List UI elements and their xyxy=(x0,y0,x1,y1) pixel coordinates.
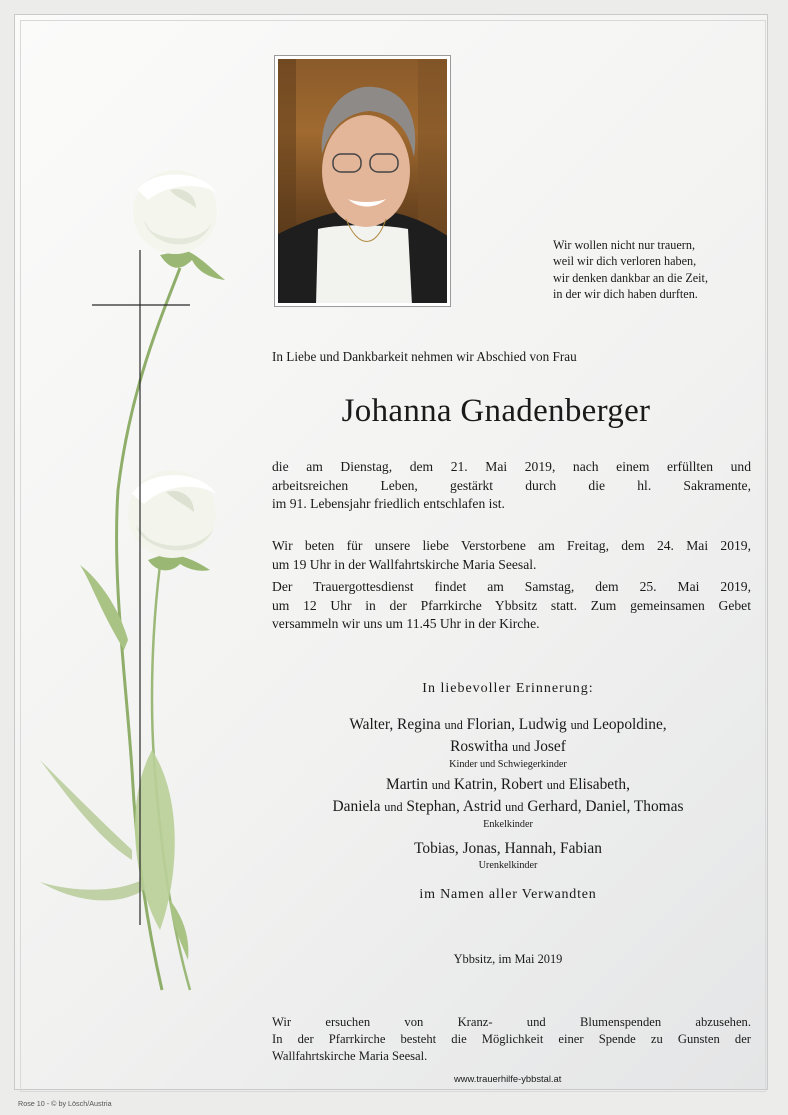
quote-line: in der wir dich haben durften. xyxy=(553,286,698,301)
grandchildren-line: Daniela und Stephan, Astrid und Gerhard, Daniel, Thomas xyxy=(332,798,684,815)
memory-heading: In liebevoller Erinnerung: xyxy=(422,681,594,696)
quote-line: weil wir dich verloren haben, xyxy=(553,254,697,269)
children-label: Kinder und Schwiegerkinder xyxy=(449,759,567,770)
children-line: Walter, Regina und Florian, Ludwig und Leopoldine, xyxy=(349,716,667,733)
rose-decoration xyxy=(20,160,250,1020)
service-line: Der Trauergottesdienst findet am Samstag, dem 25. Mai 2019, xyxy=(272,579,751,594)
relatives-text: im Namen aller Verwandten xyxy=(419,887,597,902)
deceased-name: Johanna Gnadenberger xyxy=(341,393,651,429)
service-notice xyxy=(272,578,751,634)
portrait-photo xyxy=(274,55,451,307)
grandchildren-label: Enkelkinder xyxy=(483,819,533,830)
credit-text: Rose 10 - © by Lösch/Austria xyxy=(18,1099,112,1108)
donation-notice xyxy=(272,1014,751,1065)
death-notice xyxy=(272,458,751,514)
prayer-line: um 19 Uhr in der Wallfahrtskirche Maria Seesal. xyxy=(272,556,537,572)
prayer-notice xyxy=(272,537,751,574)
children-line: Roswitha und Josef xyxy=(450,738,566,755)
death-notice-line: die am Dienstag, dem 21. Mai 2019, nach einem erfüllten und xyxy=(272,459,751,474)
donation-line: Wallfahrtskirche Maria Seesal. xyxy=(272,1049,428,1063)
death-notice-line: im 91. Lebensjahr friedlich entschlafen ist. xyxy=(272,496,505,512)
great-grandchildren-names xyxy=(230,838,786,872)
quote-line: wir denken dankbar an die Zeit, xyxy=(553,270,708,285)
service-line: versammeln wir uns um 11.45 Uhr in der Kirche. xyxy=(272,616,540,632)
grandchildren-line: Martin und Katrin, Robert und Elisabeth, xyxy=(386,776,630,793)
place-date: Ybbsitz, im Mai 2019 xyxy=(453,952,563,966)
intro-text: In Liebe und Dankbarkeit nehmen wir Abschied von Frau xyxy=(272,349,577,364)
great-grandchildren-line: Tobias, Jonas, Hannah, Fabian xyxy=(414,840,602,857)
memorial-quote xyxy=(553,237,753,302)
website-link[interactable]: www.trauerhilfe-ybbstal.at xyxy=(454,1073,562,1084)
donation-line: Wir ersuchen von Kranz- und Blumenspenden abzusehen. xyxy=(272,1015,751,1029)
donation-line: In der Pfarrkirche besteht die Möglichkeit einer Spende zu Gunsten der xyxy=(272,1032,751,1046)
children-names xyxy=(230,714,786,771)
quote-line: Wir wollen nicht nur trauern, xyxy=(553,238,695,252)
death-notice-line: arbeitsreichen Leben, gestärkt durch die hl. Sakramente, xyxy=(272,477,751,493)
service-line: um 12 Uhr in der Pfarrkirche Ybbsitz statt. Zum gemeinsamen Gebet xyxy=(272,597,751,613)
prayer-line: Wir beten für unsere liebe Verstorbene am Freitag, dem 24. Mai 2019, xyxy=(272,538,751,553)
portrait-image xyxy=(278,59,447,303)
grandchildren-names xyxy=(230,774,786,831)
great-grandchildren-label: Urenkelkinder xyxy=(478,860,538,871)
